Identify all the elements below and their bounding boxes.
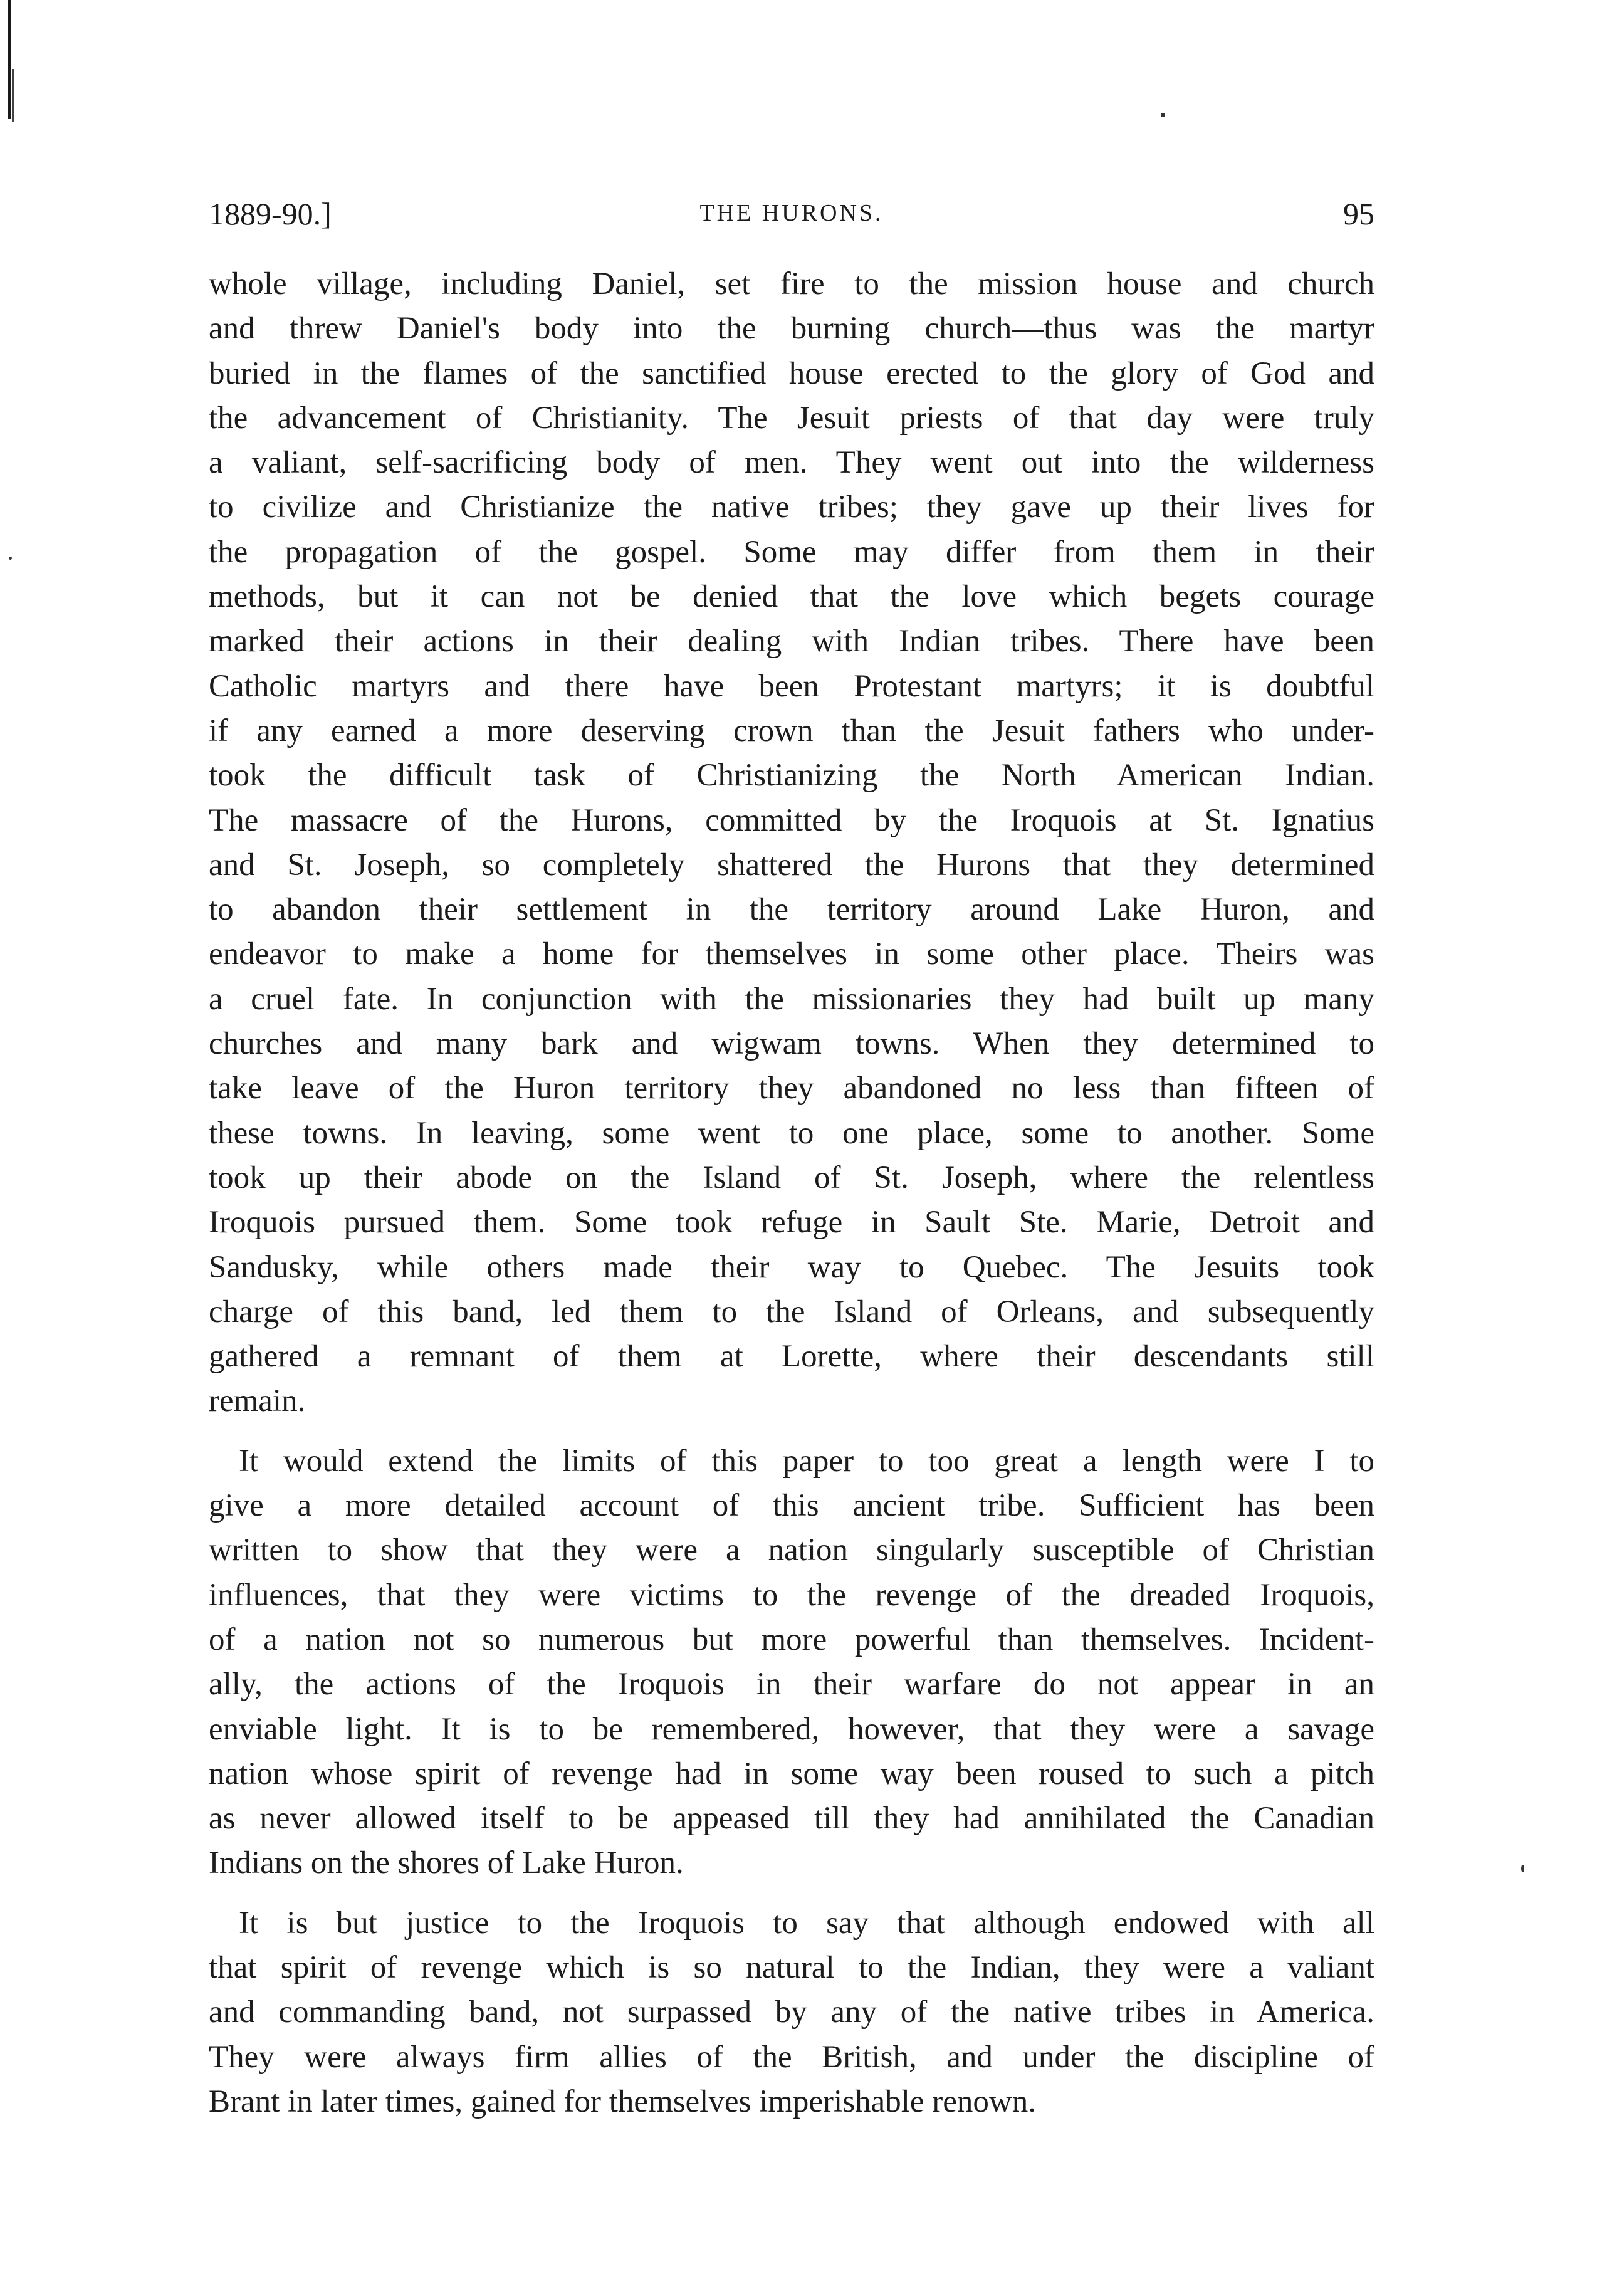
running-header-volume: 1889-90.] bbox=[209, 196, 332, 231]
text-line: charge of this band, led them to the Island of Orleans, and subsequently bbox=[209, 1294, 1374, 1329]
text-line: the propagation of the gospel. Some may differ from them in their bbox=[209, 534, 1374, 570]
text-line: if any earned a more deserving crown than the Jesuit fathers who under- bbox=[209, 713, 1374, 748]
text-line: nation whose spirit of revenge had in some way been roused to such a pitch bbox=[209, 1756, 1374, 1791]
text-line: these towns. In leaving, some went to one place, some to another. Some bbox=[209, 1115, 1374, 1151]
text-line: and St. Joseph, so completely shattered the Hurons that they determined bbox=[209, 847, 1374, 883]
text-line: a cruel fate. In conjunction with the missionaries they had built up many bbox=[209, 981, 1374, 1017]
text-line: Iroquois pursued them. Some took refuge in Sault Ste. Marie, Detroit and bbox=[209, 1205, 1374, 1240]
text-line: of a nation not so numerous but more powerful than themselves. Incident- bbox=[209, 1622, 1374, 1657]
text-line: buried in the flames of the sanctified house erected to the glory of God and bbox=[209, 355, 1374, 391]
text-line: remain. bbox=[209, 1383, 306, 1419]
text-line: take leave of the Huron territory they abandoned no less than fifteen of bbox=[209, 1071, 1374, 1106]
text-line: and commanding band, not surpassed by any of the native tribes in America. bbox=[209, 1995, 1374, 2030]
text-line: Indians on the shores of Lake Huron. bbox=[209, 1845, 684, 1881]
running-header-title: THE HURONS. bbox=[699, 200, 884, 226]
text-line: took the difficult task of Christianizing the North American Indian. bbox=[209, 758, 1374, 794]
text-line: give a more detailed account of this ancient tribe. Sufficient has been bbox=[209, 1488, 1374, 1524]
text-line: gathered a remnant of them at Lorette, where their descendants still bbox=[209, 1339, 1374, 1375]
text-line: and threw Daniel's body into the burning church—thus was the martyr bbox=[209, 311, 1374, 347]
text-line: whole village, including Daniel, set fire to the mission house and church bbox=[209, 266, 1374, 301]
text-line: They were always firm allies of the British, and under the discipline of bbox=[209, 2039, 1374, 2075]
scan-speck bbox=[1521, 1865, 1524, 1872]
text-line: written to show that they were a nation singularly susceptible of Christian bbox=[209, 1533, 1374, 1568]
text-line: a valiant, self-sacrificing body of men. They went out into the wilderness bbox=[209, 445, 1374, 481]
text-line: ally, the actions of the Iroquois in their warfare do not appear in an bbox=[209, 1667, 1374, 1702]
paragraph-gap bbox=[209, 1424, 1374, 1439]
text-line: It would extend the limits of this paper to too great a length were I to bbox=[239, 1443, 1374, 1479]
scan-edge-mark bbox=[8, 0, 11, 119]
text-line: marked their actions in their dealing with Indian tribes. There have been bbox=[209, 624, 1374, 659]
text-line: to civilize and Christianize the native tribes; they gave up their lives for bbox=[209, 490, 1374, 525]
text-line: that spirit of revenge which is so natural to the Indian, they were a valiant bbox=[209, 1949, 1374, 1985]
running-header bbox=[209, 196, 1374, 239]
text-line: influences, that they were victims to the revenge of the dreaded Iroquois, bbox=[209, 1577, 1374, 1613]
text-line: took up their abode on the Island of St. Joseph, where the relentless bbox=[209, 1160, 1374, 1195]
text-line: Sandusky, while others made their way to Quebec. The Jesuits took bbox=[209, 1249, 1374, 1285]
text-line: churches and many bark and wigwam towns. When they determined to bbox=[209, 1026, 1374, 1062]
text-line: Brant in later times, gained for themselves imperishable renown. bbox=[209, 2084, 1036, 2119]
text-line: methods, but it can not be denied that the love which begets courage bbox=[209, 579, 1374, 615]
text-line: to abandon their settlement in the territory around Lake Huron, and bbox=[209, 892, 1374, 928]
text-line: as never allowed itself to be appeased till they had annihilated the Canadian bbox=[209, 1801, 1374, 1837]
scan-speck bbox=[1161, 113, 1165, 117]
text-line: enviable light. It is to be remembered, however, that they were a savage bbox=[209, 1711, 1374, 1747]
text-line: endeavor to make a home for themselves in some other place. Theirs was bbox=[209, 936, 1374, 972]
text-line: It is but justice to the Iroquois to say that although endowed with all bbox=[239, 1905, 1374, 1941]
body-text bbox=[209, 262, 1374, 2124]
scan-speck bbox=[9, 557, 12, 560]
text-line: Catholic martyrs and there have been Protestant martyrs; it is doubtful bbox=[209, 668, 1374, 704]
text-line: The massacre of the Hurons, committed by the Iroquois at St. Ignatius bbox=[209, 802, 1374, 838]
text-line: the advancement of Christianity. The Jesuit priests of that day were truly bbox=[209, 400, 1374, 436]
scan-edge-mark-secondary bbox=[12, 69, 14, 122]
paragraph-gap bbox=[209, 1886, 1374, 1901]
page-number: 95 bbox=[1343, 196, 1374, 231]
